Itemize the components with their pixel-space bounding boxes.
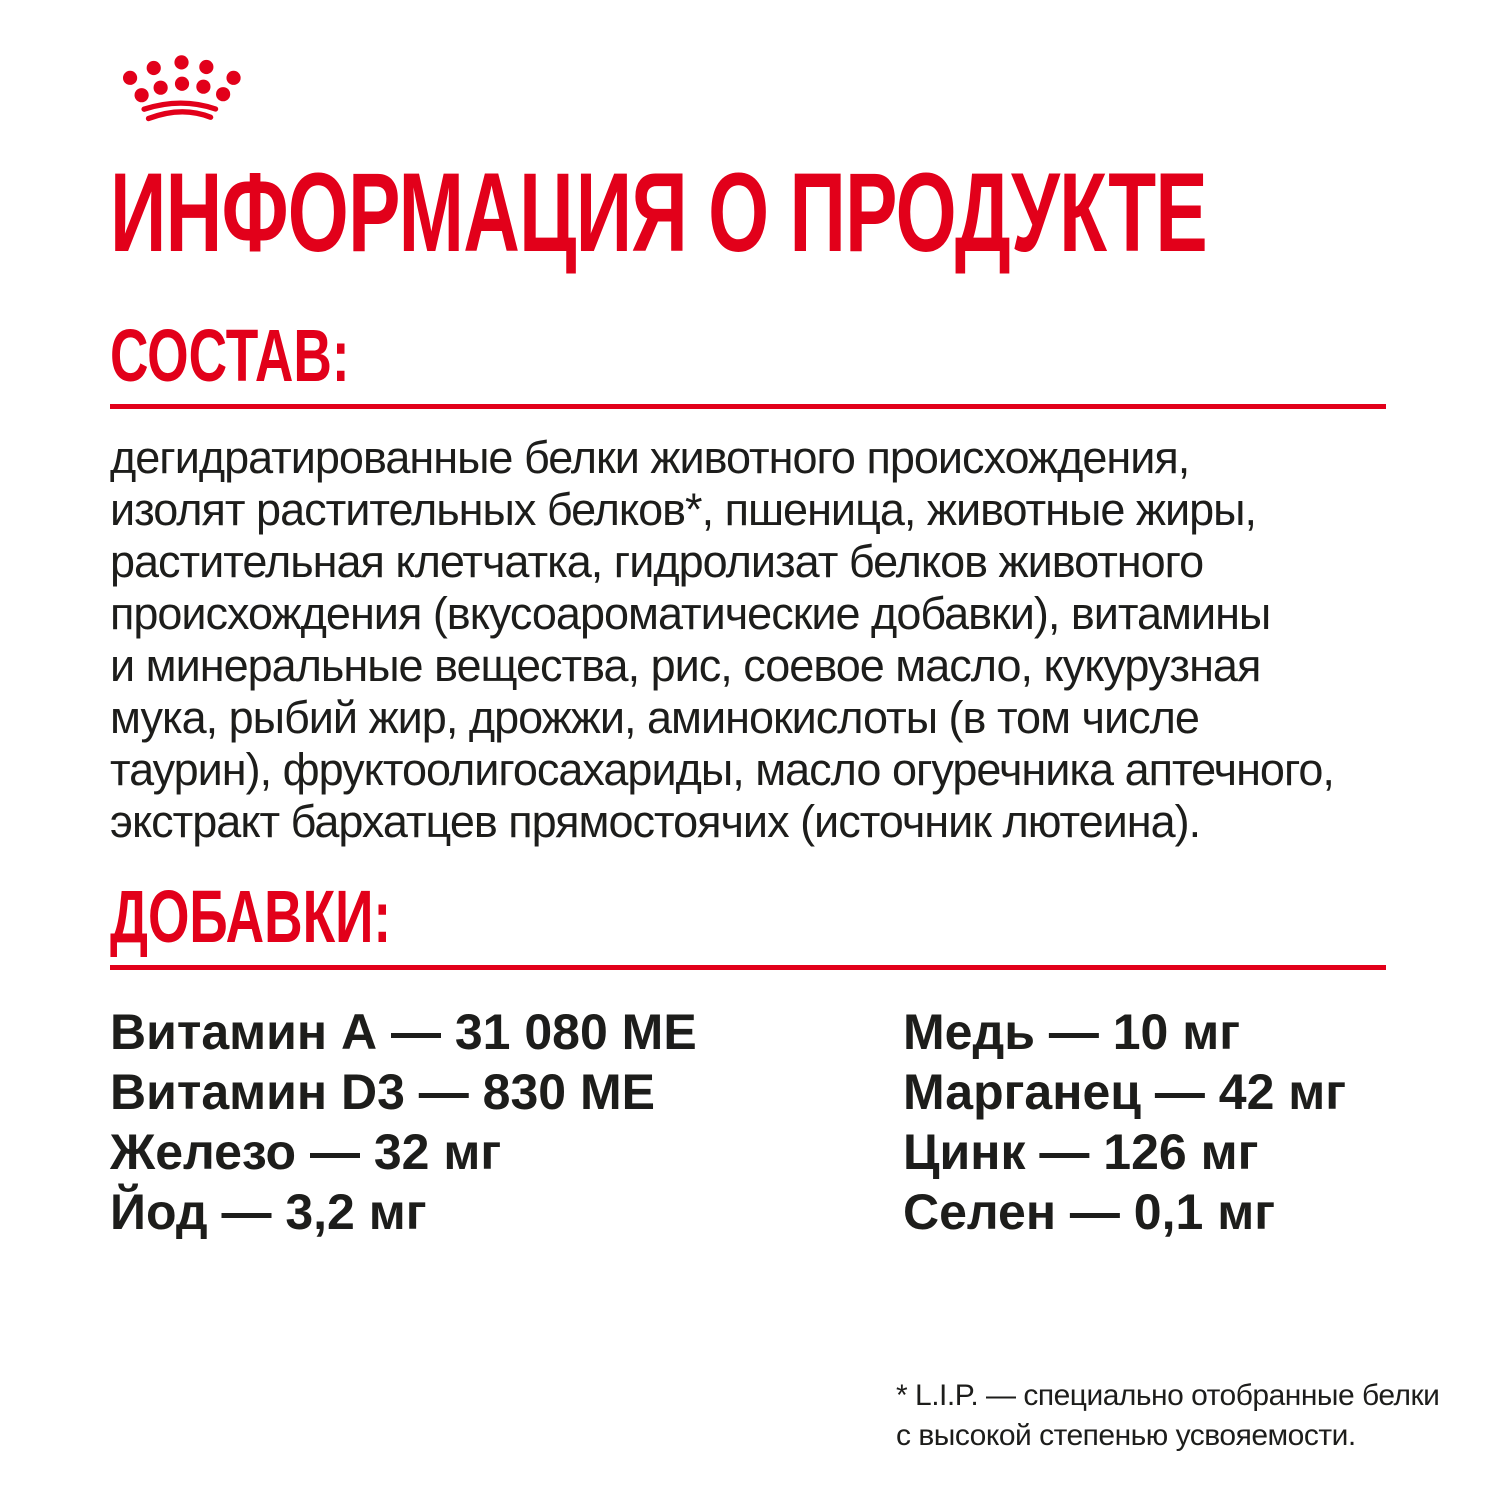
composition-divider [110,404,1386,409]
composition-text [110,432,1334,848]
footnote [896,1376,1439,1456]
text-line: Медь — 10 мг [903,1004,1241,1060]
text-line: Селен — 0,1 мг [903,1184,1276,1240]
text-line: растительная клетчатка, гидролизат белков животного [110,536,1204,587]
text-line: и минеральные вещества, рис, соевое масло, кукурузная [110,640,1261,691]
text-line: * L.I.P. — специально отобранные белки [896,1379,1440,1412]
text-line: мука, рыбий жир, дрожжи, аминокислоты (в том числе [110,692,1199,743]
text-line: дегидратированные белки животного происхождения, [110,432,1190,483]
additives-heading: ДОБАВКИ: [110,875,392,958]
composition-heading: СОСТАВ: [110,314,350,397]
text-line: Железо — 32 мг [110,1124,502,1180]
text-line: экстракт бархатцев прямостоячих (источник лютеина). [110,796,1201,847]
text-line: происхождения (вкусоароматические добавки), витамины [110,588,1271,639]
text-line: Цинк — 126 мг [903,1124,1259,1180]
text-line: Йод — 3,2 мг [110,1184,427,1240]
text-line: изолят растительных белков*, пшеница, животные жиры, [110,484,1256,535]
text-line: таурин), фруктоолигосахариды, масло огуречника аптечного, [110,744,1334,795]
text-line: Витамин А — 31 080 МЕ [110,1004,697,1060]
page-title: ИНФОРМАЦИЯ О ПРОДУКТЕ [110,150,1207,275]
text-line: с высокой степенью усвояемости. [896,1419,1356,1452]
text-line: Витамин D3 — 830 МЕ [110,1064,655,1120]
additives-divider [110,965,1386,970]
additives-column-right [903,1002,1346,1242]
royal-canin-crown-icon [115,46,251,128]
text-line: Марганец — 42 мг [903,1064,1347,1120]
additives-column-left [110,1002,697,1242]
